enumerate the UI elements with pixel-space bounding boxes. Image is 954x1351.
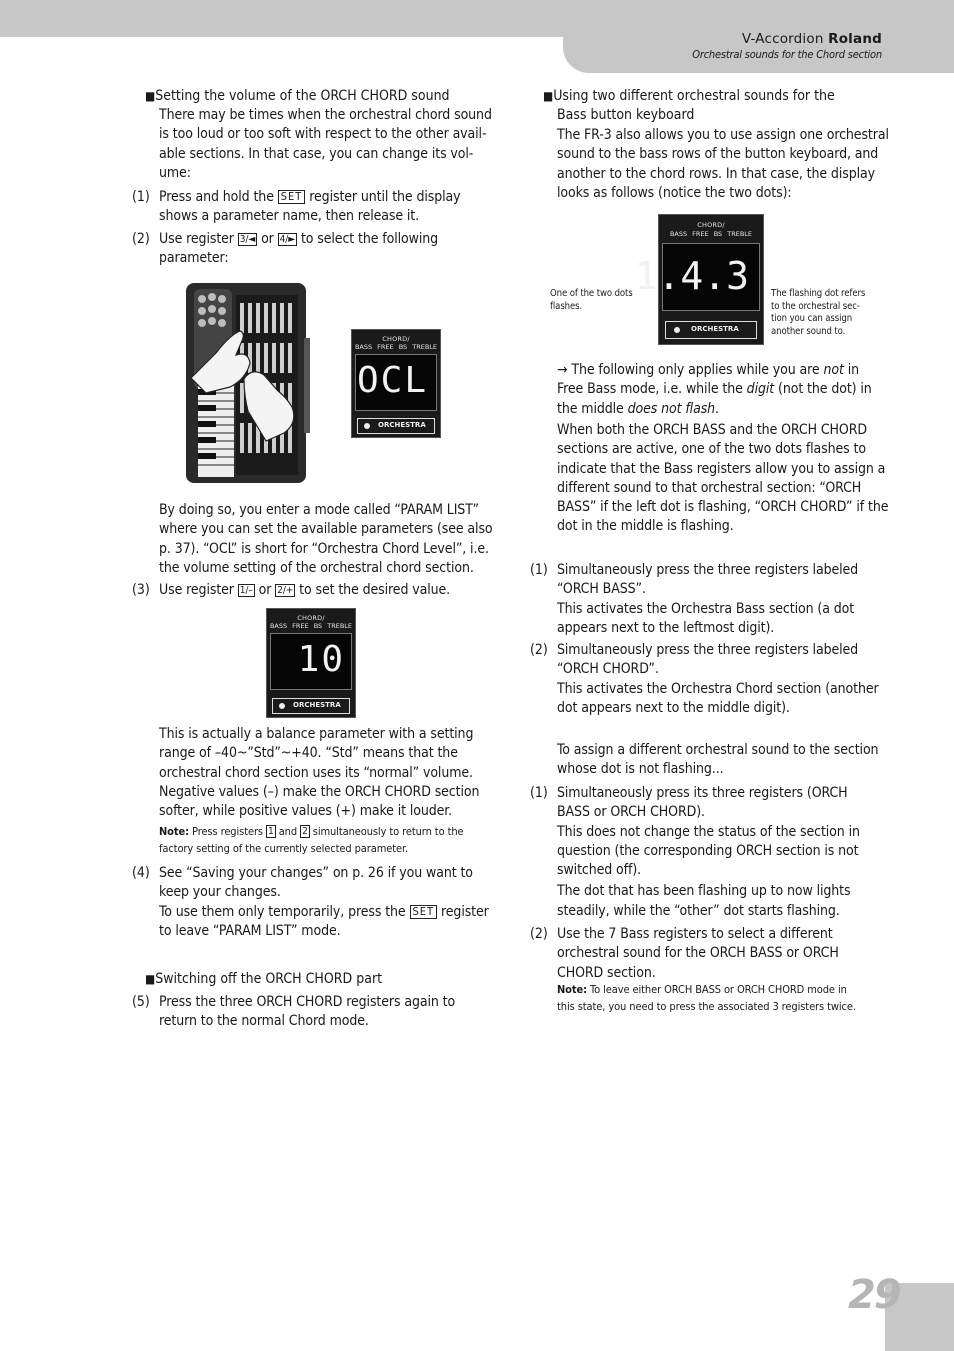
section-heading-volume: ■Setting the volume of the ORCH CHORD sound [145,88,450,104]
display-value: OCL [356,360,428,401]
step-number: (1) [530,785,548,801]
accordion-hands-illustration [186,283,310,485]
header-title: V-Accordion Roland [741,31,882,47]
lcd-display-ocl: CHORD/ BASS FREE BS TREBLE OCL ORCHESTRA [351,329,441,438]
orchestra-button: ORCHESTRA [272,698,350,714]
caption-left: One of the two dots flashes. [550,288,633,312]
step-number: (3) [132,582,150,598]
brand-name: Roland [828,31,882,47]
step-number: (2) [530,926,548,942]
step-number: (5) [132,994,150,1010]
note-leave-mode: Note: To leave either ORCH BASS or ORCH CHORD mode in this state, you need to press the associated 3 registers twice. [557,983,856,1013]
step2-text: Use register 3/◄ or 4/► to select the following parameter: [159,231,439,267]
note-reset: Note: Press registers 1 and 2 simultaneously to return to the factory setting of the currently selected parameter. [159,825,464,855]
lcd-display-value: CHORD/ BASS FREE BS TREBLE 10 ORCHESTRA [266,608,356,718]
balance-text: This is actually a balance parameter with a setting range of –40~”Std”~+40. “Std” means that the orchestral chord section uses its “normal” volume. Negative values (–) make the ORCH CHORD section softer, while positive values (+) make it louder. [159,726,480,820]
caption-right: The flashing dot refers to the orchestral sec- tion you can assign another sound to. [771,288,866,337]
step3-text: Use register 1/– or 2/+ to set the desired value. [159,582,451,598]
display-value: 10 [297,639,345,680]
display-value: 1.4.3 [634,254,749,298]
register-key: 3/◄ [239,234,256,245]
orch-chord-step: Simultaneously press the three registers labeled “ORCH CHORD”. This activates the Orchestra Chord section (another dot appears next to the middle digit). [557,642,879,716]
step4-text: See “Saving your changes” on p. 26 if you want to keep your changes. To use them only temporarily, press the SET register to leave “PARAM LIST” mode. [159,865,489,939]
header-subtitle: Orchestral sounds for the Chord section [692,48,882,61]
step-number: (2) [132,231,150,247]
orchestra-button: ORCHESTRA [357,418,435,434]
set-key: SET [410,905,438,919]
orchestra-button: ORCHESTRA [665,321,757,339]
step-number: (1) [132,189,150,205]
register-key: 1/– [239,585,253,596]
two-sounds-intro: The FR-3 also allows you to use assign one orchestral sound to the bass rows of the button keyboard, and another to the chord rows. In that case, the display looks as follows (notice the two dots): [557,127,889,201]
step-number: (2) [530,642,548,658]
param-list-text: By doing so, you enter a mode called “PARAM LIST” where you can set the available parameters (see also p. 37). “OCL” is short for “Orchestra Chord Level”, i.e. the volume setting of the orchestral chord section. [159,502,493,576]
section-heading-two-sounds: ■Using two different orchestral sounds for the Bass button keyboard [543,88,835,124]
press-three-step: Simultaneously press its three registers (ORCH BASS or ORCH CHORD). This does not change the status of the section in question (the corresponding ORCH section is not switched off). The dot that has been flashing up to now lights steadily, while the “other” dot starts flashing. [557,785,860,919]
step-number: (4) [132,865,150,881]
orch-bass-step: Simultaneously press the three registers labeled “ORCH BASS”. This activates the Orchestra Bass section (a dot appears next to the leftmost digit). [557,562,859,636]
set-key: SET [278,190,306,204]
register-key: 4/► [279,234,296,245]
lcd-display-two-dots: CHORD/ BASS FREE BS TREBLE 1.4.3 ORCHESTRA [658,214,764,345]
assign-text: To assign a different orchestral sound to the section whose dot is not flashing... [557,742,879,778]
volume-intro: There may be times when the orchestral chord sound is too loud or too soft with respect to the other avail- able sections. In that case, you can change its vol- ume: [159,107,492,181]
step1-text: Press and hold the SET register until the display shows a parameter name, then release it. [159,189,461,225]
bass-registers-step: Use the 7 Bass registers to select a different orchestral sound for the ORCH BASS or ORCH CHORD section. [557,926,839,981]
step-number: (1) [530,562,548,578]
page-number: 29 [848,1272,900,1318]
free-bass-note: → The following only applies while you are not in Free Bass mode, i.e. while the digit (not the dot) in the middle does not flash. [557,362,872,417]
both-active-text: When both the ORCH BASS and the ORCH CHORD sections are active, one of the two dots flashes to indicate that the Bass registers allow you to assign a different sound to that orchestral section: “ORCH BASS” if the left dot is flashing, “ORCH CHORD” if the dot in the middle is flashing. [557,422,889,535]
section-heading-switch-off: ■Switching off the ORCH CHORD part [145,971,383,987]
register-key: 2/+ [277,585,294,596]
step5-text: Press the three ORCH CHORD registers again to return to the normal Chord mode. [159,994,456,1030]
